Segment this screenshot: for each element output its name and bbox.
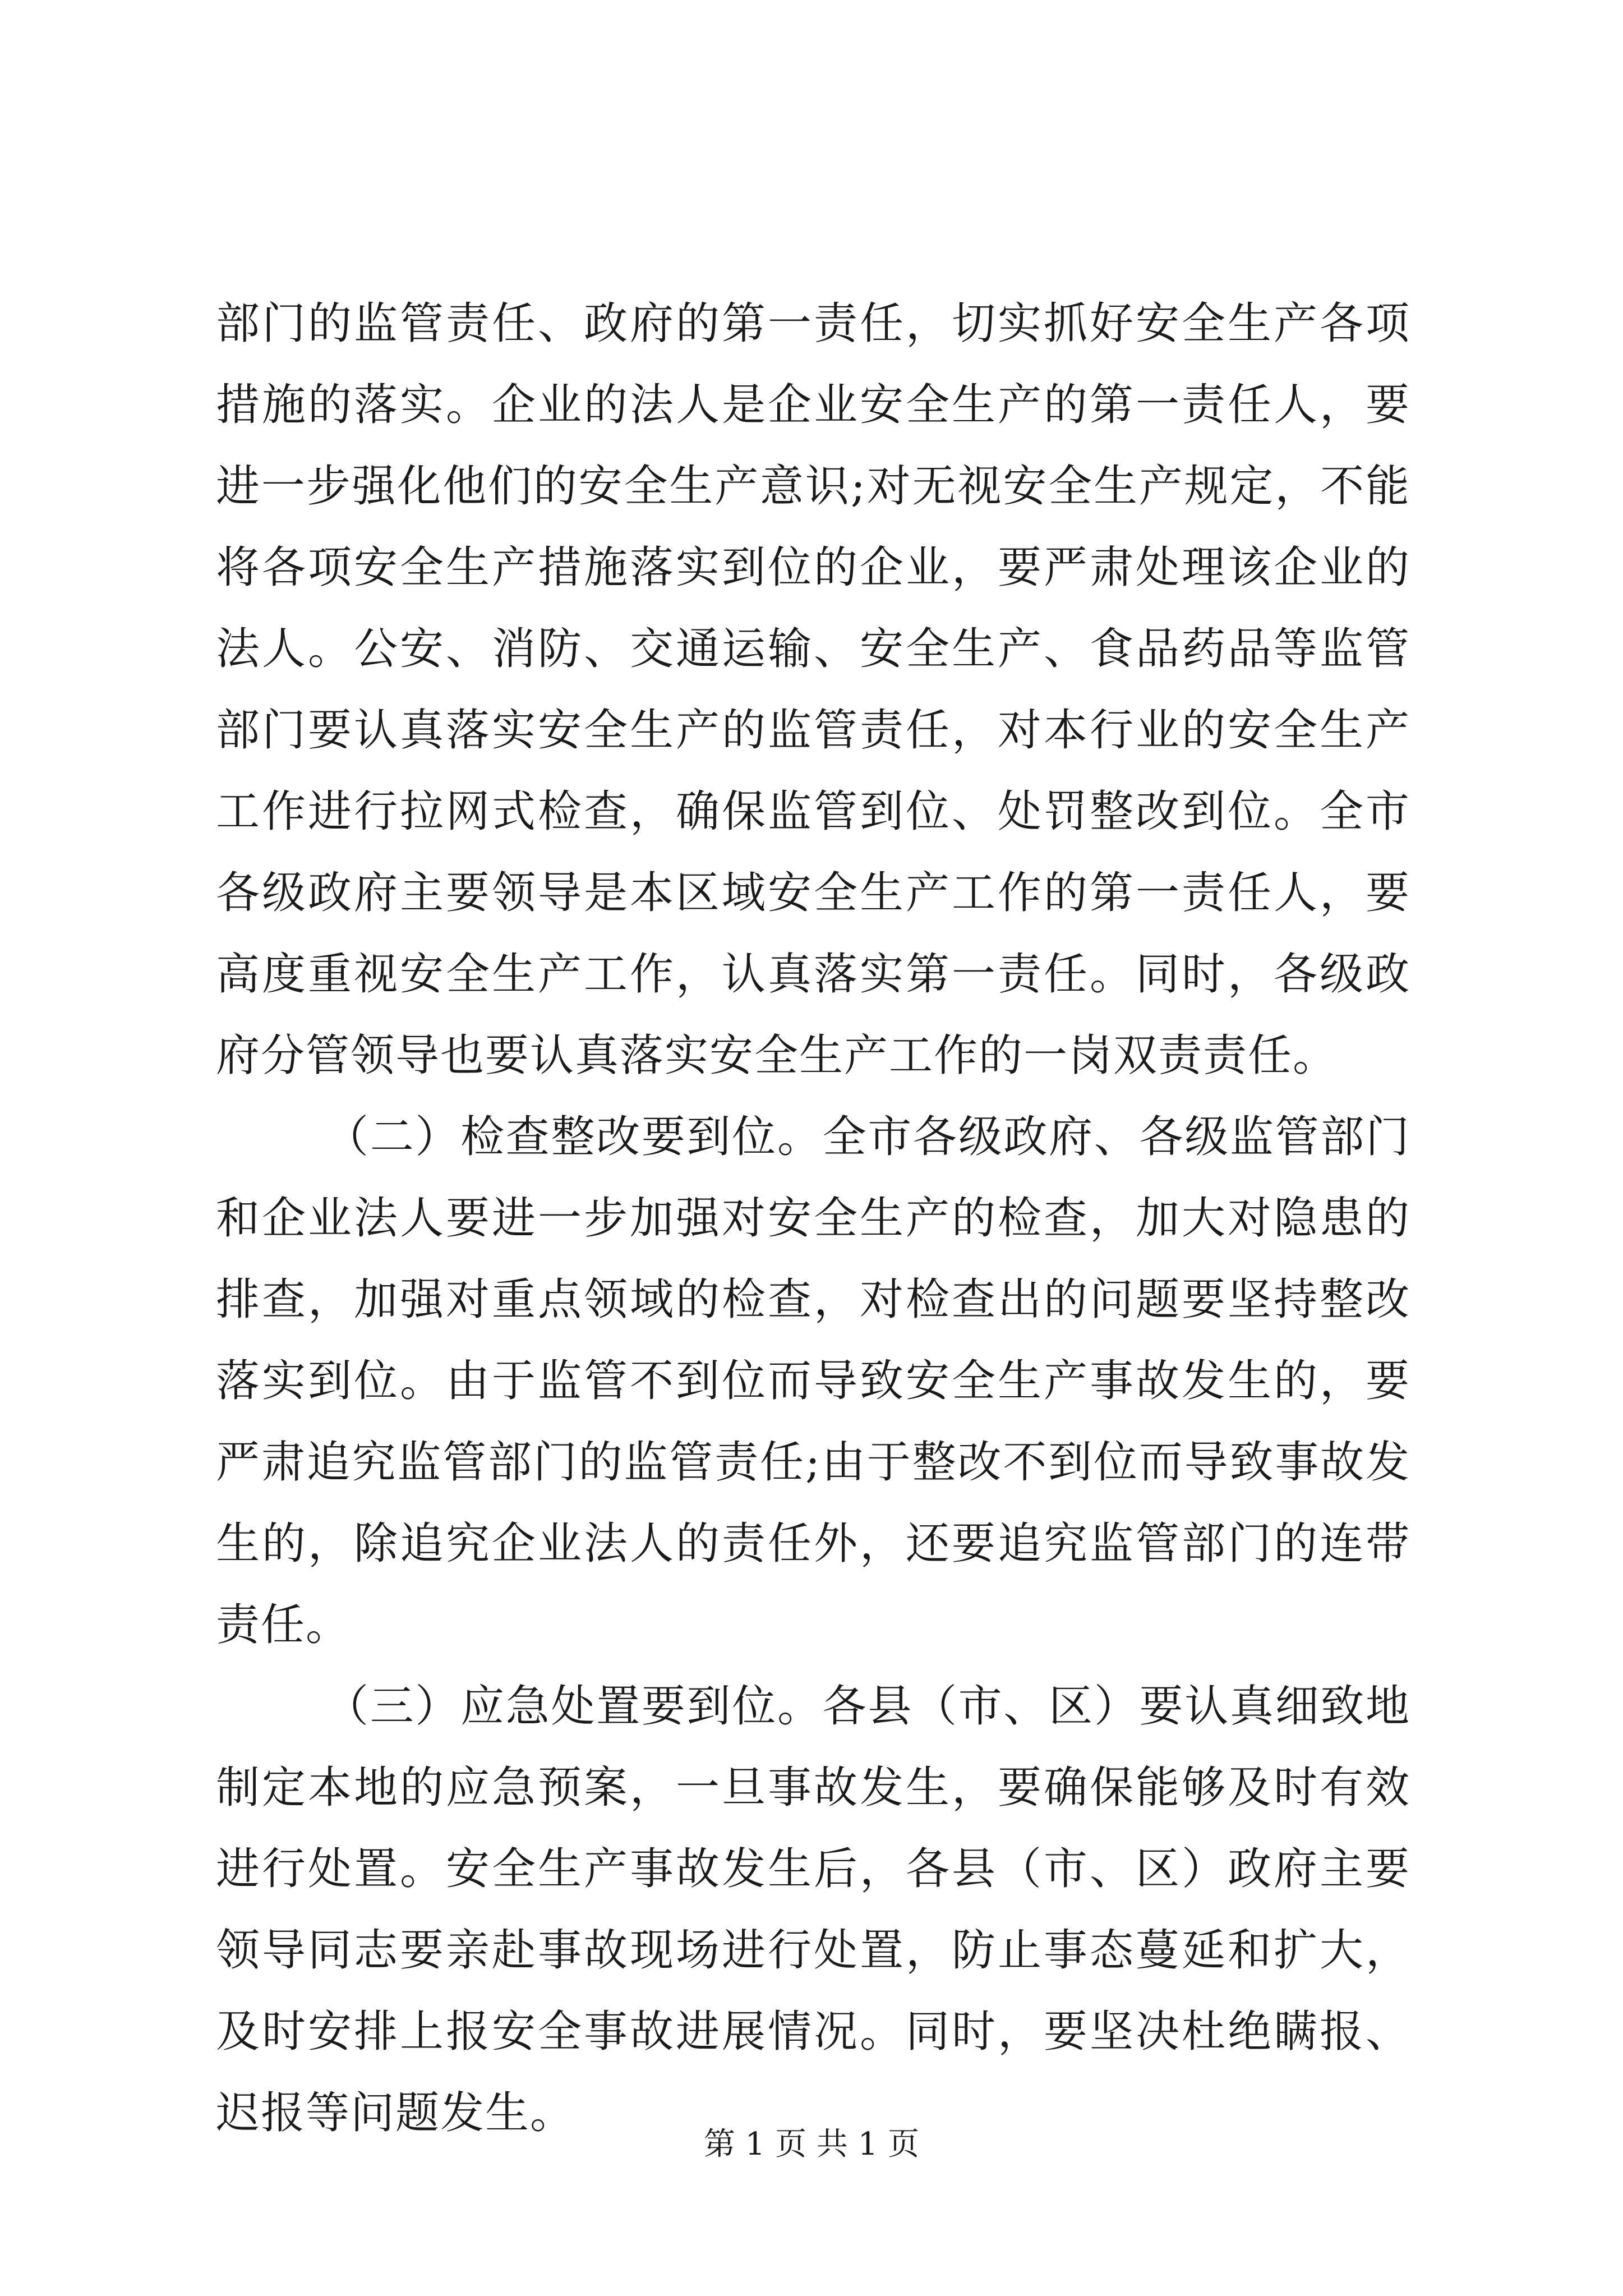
paragraph-continued: 部门的监管责任、政府的第一责任，切实抓好安全生产各项措施的落实。企业的法人是企业安全生产的第一责任人，要进一步强化他们的安全生产意识;对无视安全生产规定，不能将各项安全生产措施落实到位的企业，要严肃处理该企业的法人。公安、消防、交通运输、安全生产、食品药品等监管部门要认真落实安全生产的监管责任，对本行业的安全生产工作进行拉网式检查，确保监管到位、处罚整改到位。全市各级政府主要领导是本区域安全生产工作的第一责任人，要高度重视安全生产工作，认真落实第一责任。同时，各级政府分管领导也要认真落实安全生产工作的一岗双责责任。 bbox=[216, 298, 1410, 1081]
paragraph-emergency: （三）应急处置要到位。各县（市、区）要认真细致地制定本地的应急预案，一旦事故发生，要确保能够及时有效进行处置。安全生产事故发生后，各县（市、区）政府主要领导同志要亲赴事故现场进行处置，防止事态蔓延和扩大，及时安排上报安全事故进展情况。同时，要坚决杜绝瞒报、迟报等问题发生。 bbox=[216, 1681, 1410, 2138]
page-number-footer: 第 1 页 共 1 页 bbox=[703, 2126, 920, 2162]
paragraph-inspection: （二）检查整改要到位。全市各级政府、各级监管部门和企业法人要进一步加强对安全生产的检查，加大对隐患的排查，加强对重点领域的检查，对检查出的问题要坚持整改落实到位。由于监管不到位而导致安全生产事故发生的，要严肃追究监管部门的监管责任;由于整改不到位而导致事故发生的，除追究企业法人的责任外，还要追究监管部门的连带责任。 bbox=[216, 1112, 1410, 1650]
document-body bbox=[216, 283, 1410, 2154]
